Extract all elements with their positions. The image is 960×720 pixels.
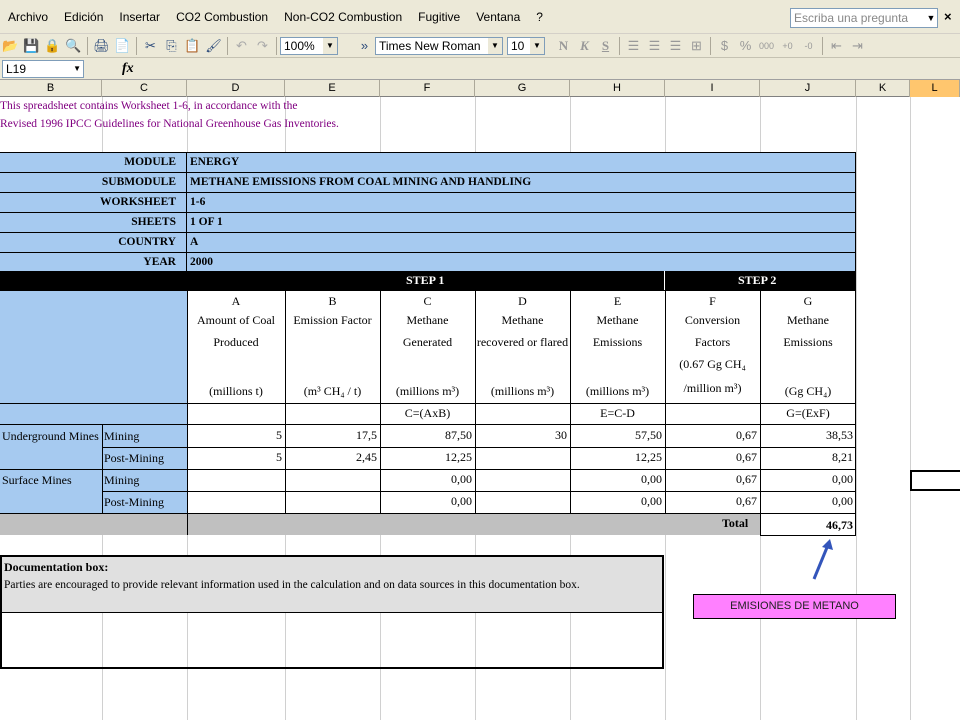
intro-line-2: Revised 1996 IPCC Guidelines for National Greenhouse Gas Inventories.	[0, 118, 339, 130]
menu-insertar[interactable]: Insertar	[119, 9, 161, 24]
table-cell[interactable]: 38,53	[826, 428, 853, 442]
intro-line-1: This spreadsheet contains Worksheet 1-6, in accordance with the	[0, 100, 298, 112]
col-formula: G=(ExF)	[786, 406, 830, 420]
table-cell[interactable]: 57,50	[635, 428, 662, 442]
table-cell[interactable]: 17,5	[356, 428, 377, 442]
col-line-2: recovered or flared	[476, 335, 569, 349]
col-line-1: Methane	[596, 313, 639, 327]
redo-icon[interactable]: ↷	[257, 37, 268, 53]
header-value: 1 OF 1	[190, 216, 223, 228]
formula-bar	[0, 58, 960, 80]
header-row-submodule	[0, 172, 856, 192]
copy-icon[interactable]: ⎘	[166, 37, 177, 53]
thousands-icon[interactable]: 000	[758, 40, 775, 51]
doc-box-title: Documentation box:	[4, 560, 109, 574]
function-icon[interactable]: fx	[122, 60, 134, 76]
arrow-annotation-icon	[808, 537, 838, 583]
currency-icon[interactable]: $	[720, 38, 729, 53]
font-size-value: 10	[511, 38, 525, 53]
font-name-value: Times New Roman	[379, 38, 481, 53]
column-header-f[interactable]: F	[380, 80, 475, 97]
worksheet-grid[interactable]	[0, 97, 960, 720]
row-group-label: Underground Mines	[2, 429, 99, 443]
col-line-1: Conversion	[684, 313, 741, 327]
header-value: A	[190, 236, 199, 248]
table-cell[interactable]: 0,67	[736, 450, 757, 464]
col-line-1: Methane	[501, 313, 544, 327]
menu-fugitive[interactable]: Fugitive	[418, 9, 461, 24]
menu-co2-combustion[interactable]: CO2 Combustion	[176, 9, 269, 24]
step-row	[0, 271, 856, 290]
total-value: 46,73	[826, 518, 853, 532]
col-unit: (millions t)	[209, 384, 263, 398]
step-2-label: STEP 2	[738, 273, 777, 287]
row-type-label: Mining	[104, 429, 140, 443]
header-value: 1-6	[190, 196, 206, 208]
header-label: YEAR	[0, 252, 187, 272]
zoom-select[interactable]	[280, 37, 338, 55]
name-box-value: L19	[6, 61, 27, 76]
chevron-down-icon[interactable]: ▼	[926, 13, 936, 23]
decrease-decimal-icon[interactable]: -0	[804, 40, 813, 51]
format-painter-icon[interactable]: 🖌	[205, 37, 222, 53]
col-line-3: (0.67 Gg CH₄	[679, 357, 746, 371]
increase-decimal-icon[interactable]: +0	[782, 40, 793, 51]
table-cell[interactable]: 0,00	[832, 472, 853, 486]
header-value: ENERGY	[190, 156, 240, 168]
col-letter: F	[709, 294, 716, 308]
align-right-icon[interactable]: ☰	[669, 37, 682, 53]
col-unit: (millions m³)	[395, 384, 460, 398]
zoom-value: 100%	[284, 38, 315, 53]
permission-icon[interactable]: 🔒	[44, 37, 61, 53]
percent-icon[interactable]: %	[739, 38, 752, 53]
col-letter: E	[613, 294, 622, 308]
table-cell[interactable]: 0,00	[451, 472, 472, 486]
header-value: 2000	[190, 256, 213, 268]
column-header-i[interactable]: I	[665, 80, 760, 97]
col-unit: /million m³)	[683, 381, 742, 395]
col-line-2: Factors	[694, 335, 731, 349]
doc-box-text: Parties are encouraged to provide relevant information used in the calculation and on data sources in this documentation box.	[4, 579, 580, 591]
cut-icon[interactable]: ✂	[145, 37, 156, 53]
callout-label: EMISIONES DE METANO	[693, 594, 896, 619]
table-cell[interactable]: 0,00	[451, 494, 472, 508]
selected-cell[interactable]	[910, 470, 960, 491]
column-header-l[interactable]: L	[910, 80, 960, 97]
col-letter: B	[328, 294, 337, 308]
menu-ventana[interactable]: Ventana	[476, 9, 521, 24]
column-header-g[interactable]: G	[475, 80, 570, 97]
header-row-year	[0, 252, 856, 272]
table-cell[interactable]: 12,25	[635, 450, 662, 464]
underline-icon[interactable]: S	[601, 37, 610, 53]
col-letter: D	[518, 294, 527, 308]
increase-indent-icon[interactable]: ⇥	[852, 37, 863, 53]
toolbar-options-icon[interactable]: »	[360, 38, 369, 53]
table-cell[interactable]: 30	[555, 428, 567, 442]
column-header-c[interactable]: C	[102, 80, 187, 97]
name-box[interactable]	[2, 60, 84, 78]
col-line-1: Methane	[406, 313, 449, 327]
column-header-k[interactable]: K	[856, 80, 910, 97]
col-unit: (m³ CH₄ / t)	[303, 384, 362, 398]
header-row-worksheet	[0, 192, 856, 212]
font-name-select[interactable]	[375, 37, 503, 55]
col-line-2: Emissions	[783, 335, 833, 349]
header-row-sheets	[0, 212, 856, 232]
col-unit: (millions m³)	[585, 384, 650, 398]
menu-archivo[interactable]: Archivo	[8, 9, 49, 24]
font-size-select[interactable]	[507, 37, 545, 55]
chevron-down-icon: ▼	[73, 63, 81, 73]
row-group-label: Surface Mines	[2, 473, 72, 487]
chevron-down-icon: ▼	[530, 38, 544, 54]
decrease-indent-icon[interactable]: ⇤	[831, 37, 842, 53]
header-value: METHANE EMISSIONS FROM COAL MINING AND HANDLING	[190, 176, 532, 188]
table-cell[interactable]: 0,67	[736, 494, 757, 508]
col-letter: A	[231, 294, 241, 308]
col-unit: (millions m³)	[490, 384, 555, 398]
table-cell[interactable]: 8,21	[832, 450, 853, 464]
save-icon[interactable]: 💾	[23, 37, 40, 53]
column-header-d[interactable]: D	[187, 80, 285, 97]
col-formula: C=(AxB)	[404, 406, 451, 420]
table-cell[interactable]: 0,00	[832, 494, 853, 508]
print-preview-icon[interactable]: 📄	[114, 37, 131, 53]
col-line-2: Generated	[402, 335, 453, 349]
col-letter: G	[803, 294, 813, 308]
merge-icon[interactable]: ⊞	[691, 37, 702, 53]
print-icon[interactable]: 🖨	[93, 37, 110, 53]
table-cell[interactable]: 0,00	[641, 494, 662, 508]
header-label: COUNTRY	[0, 232, 187, 252]
ask-question-input[interactable]: Escriba una pregunta	[790, 8, 938, 28]
documentation-box[interactable]	[0, 555, 664, 669]
table-cell[interactable]: 2,45	[356, 450, 377, 464]
column-header-e[interactable]: E	[285, 80, 380, 97]
step-1-label: STEP 1	[406, 273, 445, 287]
total-label: Total	[722, 516, 749, 530]
row-type-label: Post-Mining	[104, 451, 165, 465]
menu-non-co2-combustion[interactable]: Non-CO2 Combustion	[284, 9, 403, 24]
table-cell[interactable]: 0,67	[736, 472, 757, 486]
menu-edicion[interactable]: Edición	[64, 9, 104, 24]
table-cell[interactable]: 5	[276, 450, 282, 464]
close-icon[interactable]: ×	[944, 9, 952, 24]
menu-help[interactable]: ?	[536, 9, 543, 24]
table-cell[interactable]: 5	[276, 428, 282, 442]
col-line-1: Emission Factor	[293, 313, 372, 327]
col-formula: E=C-D	[600, 406, 635, 420]
col-line-1: Methane	[787, 313, 829, 327]
bold-icon[interactable]: N	[558, 37, 569, 53]
col-line-1: Amount of Coal	[197, 313, 275, 327]
header-row-module	[0, 152, 856, 172]
column-header-j[interactable]: J	[760, 80, 856, 97]
header-label: WORKSHEET	[0, 192, 187, 212]
table-cell[interactable]: 0,00	[641, 472, 662, 486]
table-cell[interactable]: 0,67	[736, 428, 757, 442]
search-icon[interactable]: 🔍	[65, 37, 82, 53]
col-line-2: Produced	[213, 335, 259, 349]
header-label: SUBMODULE	[0, 172, 187, 192]
undo-icon[interactable]: ↶	[236, 37, 247, 53]
header-row-country	[0, 232, 856, 252]
column-headers	[0, 80, 960, 97]
table-cell[interactable]: 12,25	[445, 450, 472, 464]
chevron-down-icon: ▼	[488, 38, 502, 54]
header-label: MODULE	[0, 152, 187, 172]
row-type-label: Mining	[104, 473, 140, 487]
col-line-2: Emissions	[592, 335, 643, 349]
header-label: SHEETS	[0, 212, 187, 232]
align-center-icon[interactable]: ☰	[648, 37, 661, 53]
column-header-b[interactable]: B	[0, 80, 102, 97]
column-header-h[interactable]: H	[570, 80, 665, 97]
col-letter: C	[423, 294, 432, 308]
col-unit: (Gg CH₄)	[784, 384, 832, 398]
table-cell[interactable]: 87,50	[445, 428, 472, 442]
paste-icon[interactable]: 📋	[184, 37, 201, 53]
align-left-icon[interactable]: ☰	[627, 37, 640, 53]
row-type-label: Post-Mining	[104, 495, 165, 509]
toolbar	[0, 34, 960, 58]
open-icon[interactable]: 📂	[2, 37, 19, 53]
italic-icon[interactable]: K	[580, 37, 589, 53]
chevron-down-icon: ▼	[323, 38, 337, 54]
